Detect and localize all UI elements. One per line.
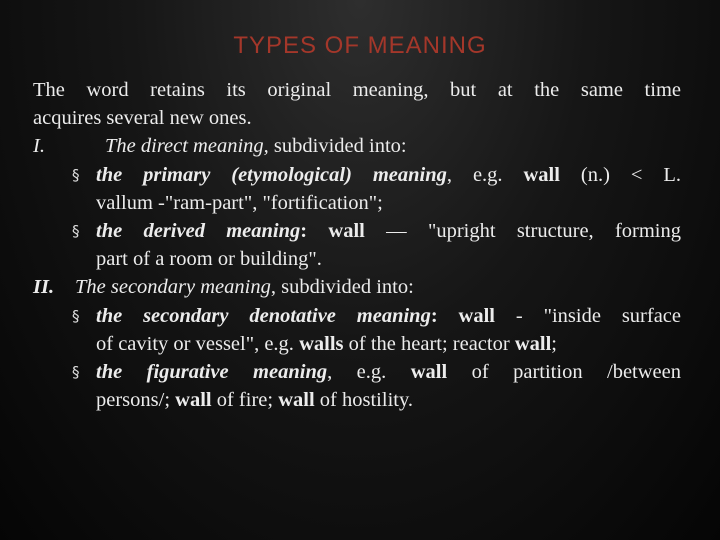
bullet-text: part of a room or building".	[96, 248, 322, 271]
bullet-icon: §	[72, 165, 80, 184]
roman-numeral-2: II.	[33, 276, 55, 299]
bullet-text: vallum -"ram-part", "fortification";	[96, 191, 383, 214]
slide-body	[33, 76, 681, 414]
bullet-text: persons/;	[96, 389, 176, 412]
bullet-text: , e.g.	[446, 163, 524, 186]
bullet-text: of the heart; reactor	[343, 332, 515, 355]
intro-line-2: acquires several new ones.	[33, 107, 252, 130]
bullet-text: (n.) < L.	[559, 163, 681, 186]
keyword-wall: wall	[514, 332, 552, 355]
bullet-primary-meaning	[33, 161, 681, 217]
section-2-rest: , subdivided into:	[270, 276, 414, 299]
section-2-heading	[33, 273, 681, 301]
intro-line-1: The word retains its original meaning, but at the same time	[33, 79, 681, 101]
bullet-text: :	[300, 220, 329, 243]
secondary-meaning-term: The secondary meaning	[75, 276, 271, 299]
bullet-text: - "inside surface	[495, 304, 681, 327]
bullet-text: :	[430, 304, 459, 327]
bullet-derived-meaning	[33, 217, 681, 273]
slide-title: TYPES OF MEANING	[233, 32, 487, 59]
bullet-text: of fire;	[211, 389, 279, 412]
keyword-wall: wall	[278, 389, 315, 412]
keyword-wall: wall	[458, 304, 495, 327]
keyword-wall: wall	[523, 163, 560, 186]
section-1-rest: subdivided into:	[268, 135, 407, 158]
bullet-icon: §	[72, 222, 80, 241]
keyword-wall: wall	[175, 389, 212, 412]
keyword-wall: wall	[410, 361, 448, 384]
bullet-text: of partition /between	[447, 361, 682, 384]
bullet-icon: §	[72, 306, 80, 325]
roman-numeral-1: I.	[33, 135, 45, 158]
derived-meaning-term: the derived meaning	[96, 220, 301, 243]
secondary-denotative-term: the secondary denotative meaning	[96, 304, 431, 327]
bullet-text: ;	[551, 332, 557, 355]
direct-meaning-term: The direct meaning,	[105, 135, 269, 158]
primary-meaning-term: the primary (etymological) meaning	[96, 163, 447, 186]
bullet-text: of cavity or vessel", e.g.	[96, 332, 300, 355]
bullet-figurative-meaning	[33, 358, 681, 414]
section-1-heading	[33, 132, 681, 160]
figurative-meaning-term: the figurative meaning	[96, 361, 328, 384]
bullet-text: — "upright structure, forming	[364, 220, 682, 243]
bullet-icon: §	[72, 363, 80, 382]
bullet-text: , e.g.	[327, 361, 411, 384]
keyword-walls: walls	[299, 332, 344, 355]
bullet-secondary-denotative-meaning	[33, 302, 681, 358]
keyword-wall: wall	[328, 220, 365, 243]
bullet-text: of hostility.	[314, 389, 413, 412]
